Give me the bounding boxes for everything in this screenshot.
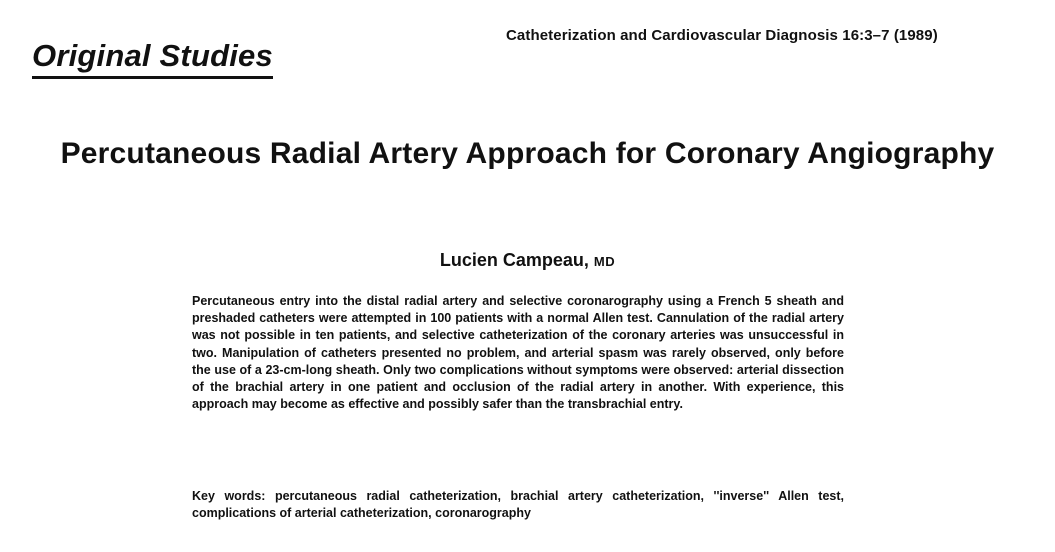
author-degree: MD [593,254,616,269]
keywords-paragraph: Key words: percutaneous radial catheterization, brachial artery catheterization, ''inverse'' Allen test, complications of arterial catheterization, coronarography [192,489,844,521]
journal-reference: Catheterization and Cardiovascular Diagnosis 16:3–7 (1989) [506,27,938,44]
abstract-paragraph: Percutaneous entry into the distal radial artery and selective coronarography using a French 5 sheath and preshaded catheters were attempted in 100 patients with a normal Allen test. Cannulation of the radial artery was not possible in ten patients, and selective catheterization of the coronary arteries was unsuccessful in two. Manipulation of catheters presented no problem, and arterial spasm was rarely observed, only before the use of a 23-cm-long sheath. Only two complications without symptoms were observed: arterial dissection of the brachial artery in one patient and occlusion of the radial artery in another. With experience, this approach may become as effective and possibly safer than the transbrachial entry. [192,294,844,412]
author-name: Lucien Campeau, [439,250,589,270]
article-title: Percutaneous Radial Artery Approach for Coronary Angiography [60,137,995,170]
section-label: Original Studies [32,38,273,79]
author-line [0,250,1055,271]
